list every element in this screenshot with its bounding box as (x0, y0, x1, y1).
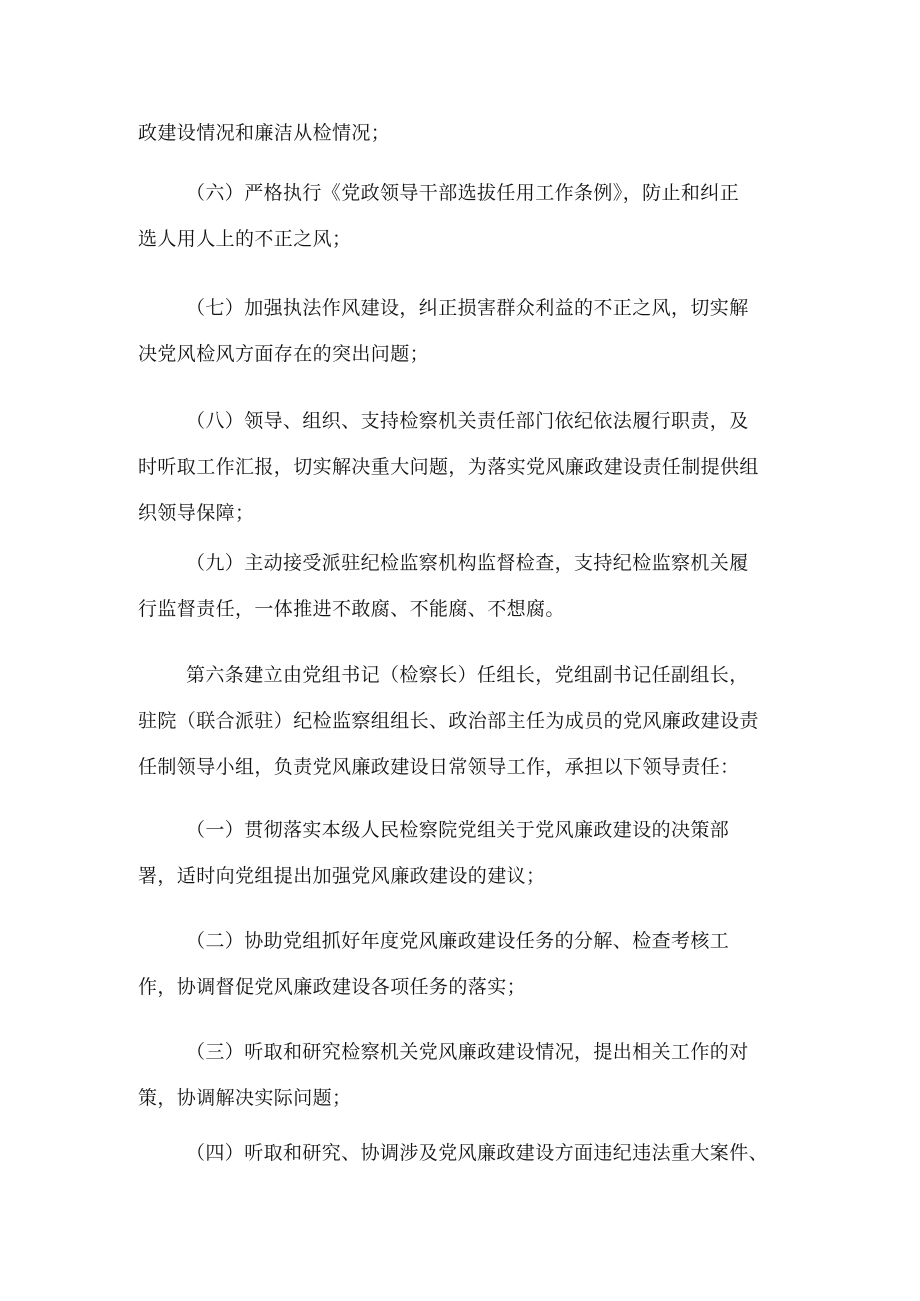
text-line: （四）听取和研究、协调涉及党风廉政建设方面违纪违法重大案件、 (186, 1142, 769, 1164)
paragraph-sub-1 (138, 807, 778, 899)
paragraph-continuation (138, 110, 778, 156)
text-line: 政建设情况和廉洁从检情况； (138, 122, 391, 144)
text-line: 作，协调督促党风廉政建设各项任务的落实； (138, 976, 527, 998)
text-line: （八）领导、组织、支持检察机关责任部门依纪依法履行职责，及 (186, 410, 749, 432)
text-line: （一）贯彻落实本级人民检察院党组关于党风廉政建设的决策部 (186, 819, 730, 841)
text-line: 时听取工作汇报，切实解决重大问题，为落实党风廉政建设责任制提供组 (138, 456, 759, 478)
paragraph-sub-2 (138, 918, 778, 1010)
text-line: 行监督责任，一体推进不敢腐、不能腐、不想腐。 (138, 598, 565, 620)
text-line: 任制领导小组，负责党风廉政建设日常领导工作，承担以下领导责任： (138, 756, 740, 778)
paragraph-item-9 (138, 540, 778, 632)
text-line: 第六条建立由党组书记（检察长）任组长，党组副书记任副组长， (186, 664, 749, 686)
text-line: 策，协调解决实际问题； (138, 1087, 352, 1109)
paragraph-item-6 (138, 170, 778, 262)
text-line: （七）加强执法作风建设，纠正损害群众利益的不正之风，切实解 (186, 297, 749, 319)
text-line: 选人用人上的不正之风； (138, 228, 352, 250)
paragraph-article-6 (138, 652, 778, 790)
text-line: 决党风检风方面存在的突出问题； (138, 343, 430, 365)
text-line: （二）协助党组抓好年度党风廉政建设任务的分解、检查考核工 (186, 930, 730, 952)
text-line: （六）严格执行《党政领导干部选拔任用工作条例》，防止和纠正 (186, 182, 740, 204)
paragraph-item-7 (138, 285, 778, 377)
paragraph-sub-4 (138, 1130, 778, 1176)
text-line: 驻院（联合派驻）纪检监察组组长、政治部主任为成员的党风廉政建设责 (138, 710, 759, 732)
paragraph-sub-3 (138, 1029, 778, 1121)
text-line: 织领导保障； (138, 502, 255, 524)
text-line: （三）听取和研究检察机关党风廉政建设情况，提出相关工作的对 (186, 1041, 749, 1063)
text-line: （九）主动接受派驻纪检监察机构监督检查，支持纪检监察机关履 (186, 552, 749, 574)
paragraph-item-8 (138, 398, 778, 536)
text-line: 署，适时向党组提出加强党风廉政建设的建议； (138, 865, 546, 887)
